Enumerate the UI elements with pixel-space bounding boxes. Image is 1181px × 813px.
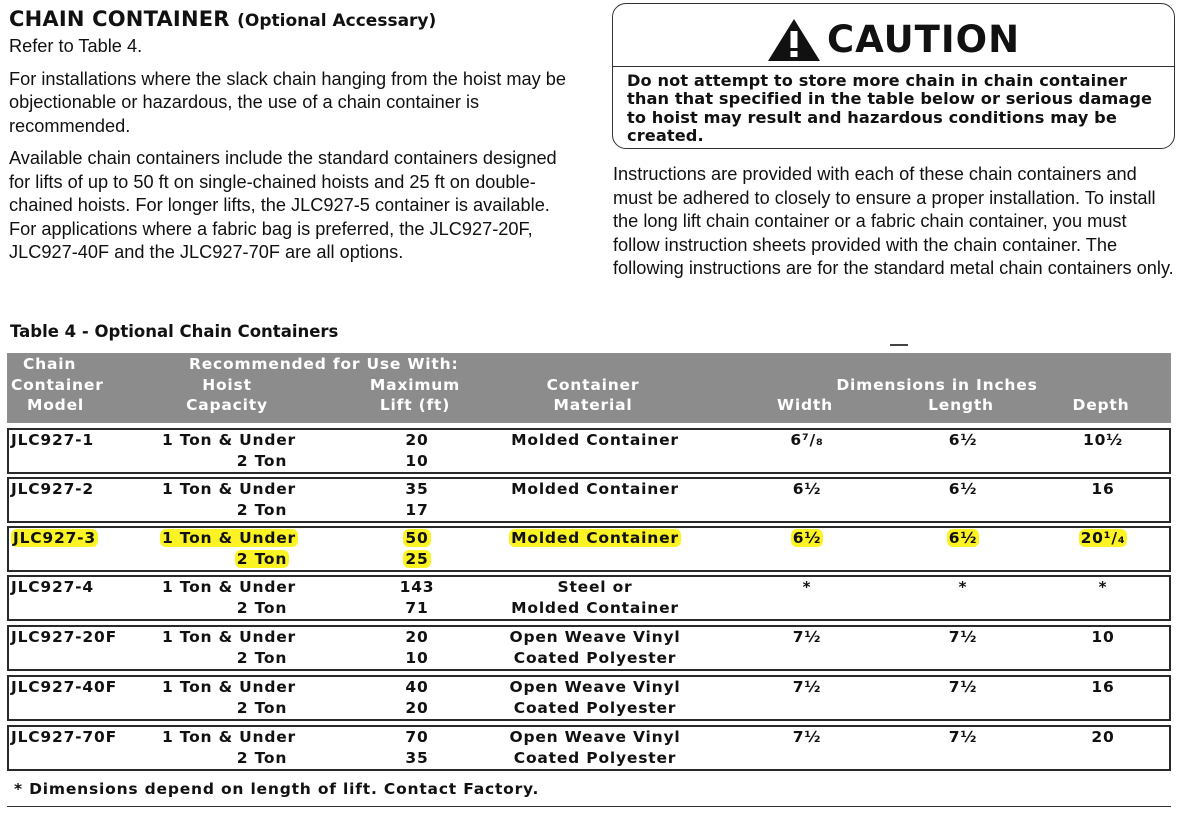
header-dimensions: Dimensions in Inches: [836, 375, 1038, 394]
caution-divider: [613, 66, 1174, 67]
cell-cap: 1 Ton & Under 2 Ton: [162, 431, 296, 470]
cell-length: *: [958, 578, 968, 596]
cell-depth: 10½: [1082, 431, 1123, 449]
cell-cap: 1 Ton & Under 2 Ton: [162, 578, 296, 617]
cell-model: JLC927-3: [13, 529, 96, 547]
cell-mat: Molded Container: [511, 431, 679, 449]
table-row: [7, 675, 1171, 721]
header-lift: Maximum Lift (ft): [369, 375, 461, 414]
cell-width: 7½: [792, 728, 822, 746]
cell-lift: 40 20: [405, 678, 429, 717]
cell-mat: Steel or Molded Container: [511, 578, 679, 617]
intro-paragraph: For installations where the slack chain hanging from the hoist may be objectionable or hazardous, the use of a chain container is recommended.: [9, 68, 567, 136]
cell-cap: 1 Ton & Under 2 Ton: [162, 678, 296, 717]
table-row: [7, 477, 1171, 523]
table-reference: Refer to Table 4.: [9, 36, 143, 56]
cell-depth: 16: [1091, 678, 1115, 696]
cell-lift: 35 17: [405, 480, 429, 519]
header-length: Length: [928, 396, 994, 414]
cell-depth: 20¹/₄: [1080, 529, 1126, 547]
cell-depth: 10: [1091, 628, 1115, 646]
cell-width: 7½: [792, 628, 822, 646]
cell-cap: 1 Ton & Under 2 Ton: [162, 480, 296, 519]
cell-mat: Molded Container: [511, 529, 679, 547]
cell-cap: 1 Ton & Under 2 Ton: [162, 728, 296, 767]
header-capacity: Hoist Capacity: [186, 375, 268, 414]
section-title: CHAIN CONTAINER: [9, 7, 230, 31]
stray-mark: [890, 344, 908, 346]
instructions-paragraph: Instructions are provided with each of these chain containers and must be adhered to closely to ensure a proper installation. To install the long lift chain container or a fabric chain container, you must follow instruction sheets provided with the chain container. The following instructions are for the standard metal chain containers only.: [613, 164, 1174, 278]
cell-cap: 1 Ton & Under 2 Ton: [162, 628, 296, 667]
header-model: Chain Container Model: [11, 355, 104, 414]
table-row: [7, 625, 1171, 671]
cell-depth: 20: [1091, 728, 1115, 746]
header-recommended: Recommended for Use With:: [189, 355, 459, 373]
cell-width: 6½: [792, 529, 822, 547]
cell-model: JLC927-1: [11, 431, 94, 449]
cell-length: 6½: [948, 431, 978, 449]
cell-width: 6½: [792, 480, 822, 498]
table-row: [7, 725, 1171, 771]
cell-length: 7½: [948, 728, 978, 746]
table-row: [7, 575, 1171, 621]
bottom-divider: [7, 806, 1171, 807]
cell-model: JLC927-70F: [11, 728, 117, 746]
section-heading: [9, 6, 579, 34]
table-row: [7, 526, 1171, 572]
header-material: Container Material: [546, 375, 640, 414]
table-row: [7, 428, 1171, 474]
chain-container-section: [9, 6, 579, 265]
caution-text: Do not attempt to store more chain in chain container than that specified in the table below or serious damage to hoist may result and hazardous conditions may be created.: [627, 71, 1153, 146]
cell-lift: 143 71: [399, 578, 435, 617]
cell-length: 7½: [948, 628, 978, 646]
caution-box: [612, 3, 1175, 149]
cell-lift: 20 10: [405, 431, 429, 470]
cell-mat: Open Weave Vinyl Coated Polyester: [509, 728, 681, 767]
cell-cap: 1 Ton & Under 2 Ton: [162, 529, 296, 568]
cell-model: JLC927-40F: [11, 678, 117, 696]
cell-model: JLC927-20F: [11, 628, 117, 646]
cell-mat: Open Weave Vinyl Coated Polyester: [509, 628, 681, 667]
table-footnote: * Dimensions depend on length of lift. Contact Factory.: [14, 780, 540, 798]
header-depth: Depth: [1072, 396, 1130, 414]
cell-mat: Molded Container: [511, 480, 679, 498]
cell-depth: *: [1098, 578, 1108, 596]
cell-model: JLC927-4: [11, 578, 94, 596]
header-width: Width: [777, 396, 833, 414]
warning-triangle-icon: [767, 18, 821, 62]
table-header: [7, 353, 1171, 423]
caution-banner: [613, 18, 1174, 62]
caution-label: CAUTION: [826, 18, 1021, 61]
cell-length: 6½: [948, 529, 978, 547]
cell-length: 7½: [948, 678, 978, 696]
cell-lift: 20 10: [405, 628, 429, 667]
cell-lift: 70 35: [405, 728, 429, 767]
cell-mat: Open Weave Vinyl Coated Polyester: [509, 678, 681, 717]
cell-width: *: [802, 578, 812, 596]
cell-length: 6½: [948, 480, 978, 498]
cell-width: 7½: [792, 678, 822, 696]
availability-paragraph: Available chain containers include the standard containers designed for lifts of up to 50 ft on single-chained hoists and 25 ft on double-chained hoists. For longer lifts, the JLC927-5 container is available. For applications where a fabric bag is preferred, the JLC927-20F, JLC927-40F and the JLC927-70F are all options.: [9, 148, 557, 262]
cell-depth: 16: [1091, 480, 1115, 498]
section-subtitle: (Optional Accessary): [237, 11, 437, 31]
cell-lift: 50 25: [405, 529, 429, 568]
table-title: Table 4 - Optional Chain Containers: [10, 322, 339, 341]
cell-width: 6⁷/₈: [790, 431, 824, 449]
cell-model: JLC927-2: [11, 480, 94, 498]
